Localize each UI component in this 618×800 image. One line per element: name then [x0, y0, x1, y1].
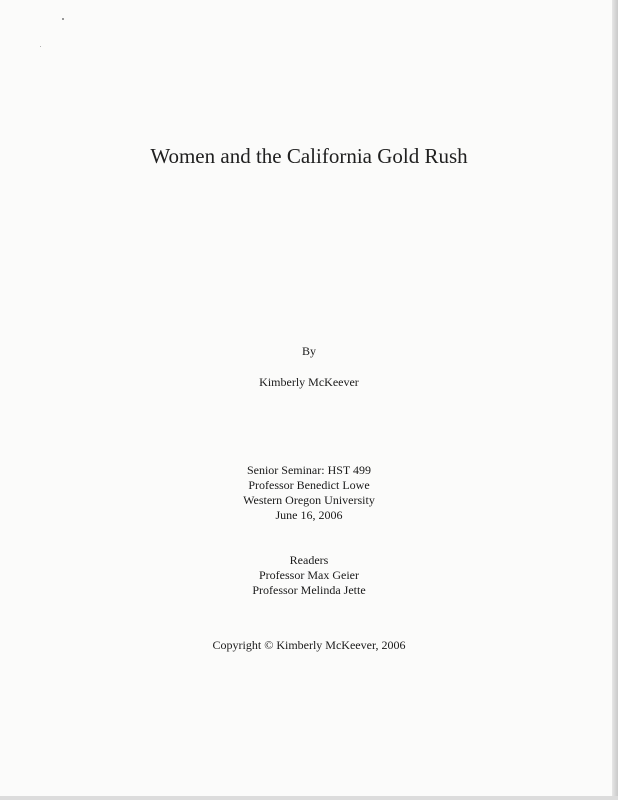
university-name: Western Oregon University	[243, 493, 375, 507]
professor-name: Professor Benedict Lowe	[248, 478, 370, 492]
scan-speck	[62, 18, 64, 20]
readers-block	[0, 553, 618, 598]
copyright-notice: Copyright © Kimberly McKeever, 2006	[212, 638, 406, 652]
scan-bottom-edge	[0, 796, 618, 800]
seminar-block	[0, 463, 618, 523]
scan-edge-shadow	[612, 0, 618, 800]
scan-speck	[40, 46, 41, 47]
document-title: Women and the California Gold Rush	[150, 144, 468, 168]
submission-date: June 16, 2006	[275, 508, 343, 522]
readers-heading: Readers	[289, 553, 329, 567]
course-name: Senior Seminar: HST 499	[246, 463, 372, 477]
by-label: By	[301, 344, 316, 358]
author-name: Kimberly McKeever	[259, 375, 359, 389]
reader-name: Professor Max Geier	[259, 568, 359, 582]
reader-name: Professor Melinda Jette	[252, 583, 366, 597]
